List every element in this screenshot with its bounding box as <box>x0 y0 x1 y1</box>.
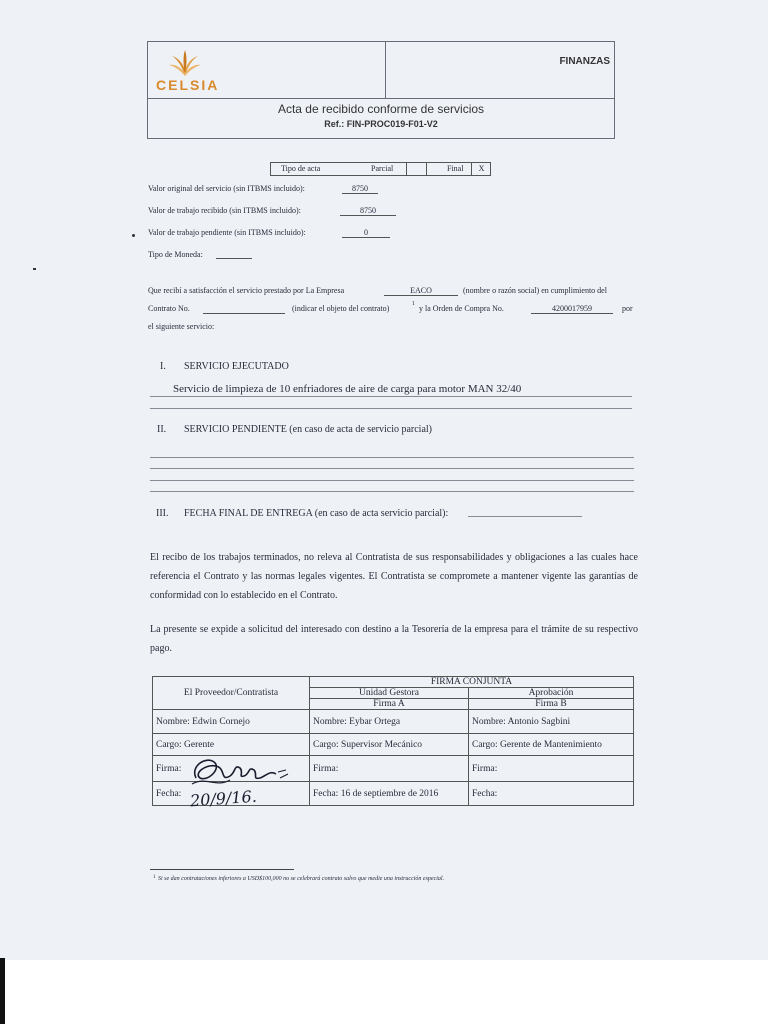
nombre-firma-a: Nombre: Eybar Ortega <box>310 710 469 734</box>
logo-text: CELSIA <box>156 77 220 93</box>
section-3-number: III. <box>156 508 169 519</box>
nombre-firma-b: Nombre: Antonio Sagbini <box>469 710 634 734</box>
tipo-acta-final: Final <box>447 164 464 173</box>
fecha-firma-b: Fecha: <box>469 782 634 806</box>
proveedor-header: El Proveedor/Contratista <box>153 677 310 710</box>
paragraph-responsabilidades: El recibo de los trabajos terminados, no releva al Contratista de sus responsabilidades y obligaciones a las cuales hace referencia el Contrato y las normas legales vigentes. El Contratista se compromete a mantener vigente las garantías de conformidad con lo establecido en el Contrato. <box>150 552 638 601</box>
firma-b-label: Firma B <box>469 699 634 710</box>
firma-proveedor-label: Firma: <box>153 756 310 782</box>
tipo-acta-box <box>270 162 491 176</box>
satisfaccion-line2c: y la Orden de Compra No. <box>419 304 504 313</box>
firma-b-field: Firma: <box>469 756 634 782</box>
firma-a-field: Firma: <box>310 756 469 782</box>
fecha-proveedor-label: Fecha: <box>153 782 310 806</box>
unidad-gestora-header: Unidad Gestora <box>310 688 469 699</box>
section-1-number: I. <box>160 361 166 372</box>
firma-a-label: Firma A <box>310 699 469 710</box>
satisfaccion-line2d: por <box>622 304 633 313</box>
footnote-text: Si se dan contrataciones inferiores a USD$100,000 no se celebrará contrato salvo que medie una instrucción especial. <box>158 876 445 882</box>
aprobacion-header: Aprobación <box>469 688 634 699</box>
footnote-mark: 1 <box>412 301 415 307</box>
tipo-moneda-label: Tipo de Moneda: <box>148 250 203 259</box>
satisfaccion-line2b: (indicar el objeto del contrato) <box>292 304 390 313</box>
document-header <box>147 41 615 139</box>
handwritten-date: 20/9/16. <box>189 786 258 811</box>
paragraph-tesoreria: La presente se expide a solicitud del interesado con destino a la Tesorería de la empresa para el trámite de su respectivo pago. <box>150 624 638 654</box>
document-title: Acta de recibido conforme de servicios <box>277 102 485 116</box>
cargo-firma-a: Cargo: Supervisor Mecánico <box>310 734 469 756</box>
section-3-title: FECHA FINAL DE ENTREGA (en caso de acta servicio parcial): <box>184 508 449 519</box>
scan-edge <box>0 958 5 1024</box>
valor-original-value: 8750 <box>342 184 378 194</box>
valor-pendiente-label: Valor de trabajo pendiente (sin ITBMS incluido): <box>148 228 306 237</box>
valor-pendiente-value: 0 <box>342 228 390 238</box>
tipo-acta-label: Tipo de acta <box>281 164 321 173</box>
satisfaccion-line1a: Que recibí a satisfacción el servicio prestado por La Empresa <box>148 286 345 295</box>
celsia-logo-icon <box>168 48 202 78</box>
cargo-proveedor: Cargo: Gerente <box>153 734 310 756</box>
valor-recibido-label: Valor de trabajo recibido (sin ITBMS incluido): <box>148 206 301 215</box>
firma-conjunta-header: FIRMA CONJUNTA <box>310 677 634 688</box>
tipo-acta-final-mark: X <box>471 163 491 175</box>
orden-compra-value: 4200017959 <box>531 304 613 314</box>
empresa-value: EACO <box>384 286 458 296</box>
footnote-number: 1 <box>153 875 156 880</box>
valor-recibido-value: 8750 <box>340 206 396 216</box>
nombre-proveedor: Nombre: Edwin Cornejo <box>153 710 310 734</box>
cargo-firma-b: Cargo: Gerente de Mantenimiento <box>469 734 634 756</box>
section-2-number: II. <box>157 424 167 435</box>
tipo-acta-parcial: Parcial <box>371 164 394 173</box>
section-2-title: SERVICIO PENDIENTE (en caso de acta de servicio parcial) <box>184 424 432 435</box>
satisfaccion-line2a: Contrato No. <box>148 304 190 313</box>
fecha-firma-a: Fecha: 16 de septiembre de 2016 <box>310 782 469 806</box>
section-1-title: SERVICIO EJECUTADO <box>184 361 289 372</box>
department-label: FINANZAS <box>559 56 610 67</box>
document-reference: Ref.: FIN-PROC019-F01-V2 <box>324 119 438 129</box>
satisfaccion-line1b: (nombre o razón social) en cumplimiento del <box>463 286 607 295</box>
section-1-text: Servicio de limpieza de 10 enfriadores de aire de carga para motor MAN 32/40 <box>173 383 522 395</box>
valor-original-label: Valor original del servicio (sin ITBMS incluido): <box>148 184 305 193</box>
satisfaccion-line3: el siguiente servicio: <box>148 322 215 331</box>
